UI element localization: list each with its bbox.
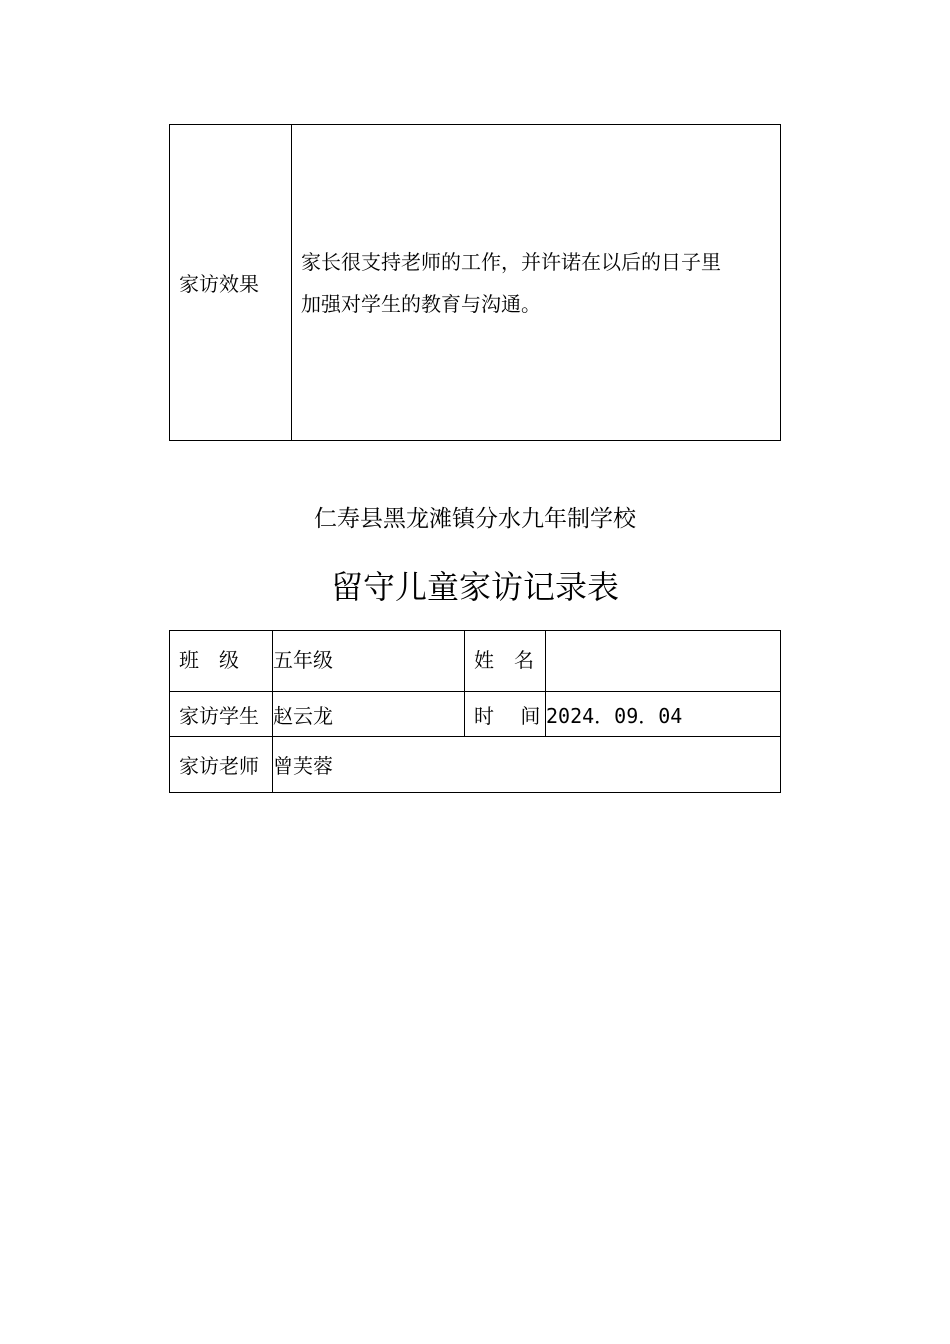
school-name: 仁寿县黑龙滩镇分水九年制学校 <box>314 506 636 532</box>
visit-effect-content <box>292 125 781 441</box>
class-value: 五年级 <box>273 631 465 692</box>
name-label: 姓 名 <box>465 631 546 692</box>
visit-effect-label: 家访效果 <box>170 125 292 441</box>
visit-info-table <box>169 630 781 793</box>
name-value <box>546 631 781 692</box>
visit-effect-line-1: 家长很支持老师的工作，并许诺在以后的日子里 <box>301 249 721 274</box>
class-label: 班 级 <box>170 631 273 692</box>
teacher-row <box>170 737 781 793</box>
visit-effect-table <box>169 124 781 441</box>
student-label: 家访学生 <box>170 692 273 737</box>
time-label: 时 间 <box>465 692 546 737</box>
visit-effect-row <box>170 125 781 441</box>
time-value: 2024．09．04 <box>546 692 781 737</box>
visit-effect-line-2: 加强对学生的教育与沟通。 <box>301 291 541 316</box>
student-value: 赵云龙 <box>273 692 465 737</box>
teacher-label: 家访老师 <box>170 737 273 793</box>
student-row <box>170 692 781 737</box>
teacher-value: 曾芙蓉 <box>273 737 781 793</box>
form-title: 留守儿童家访记录表 <box>330 568 619 606</box>
class-row <box>170 631 781 692</box>
